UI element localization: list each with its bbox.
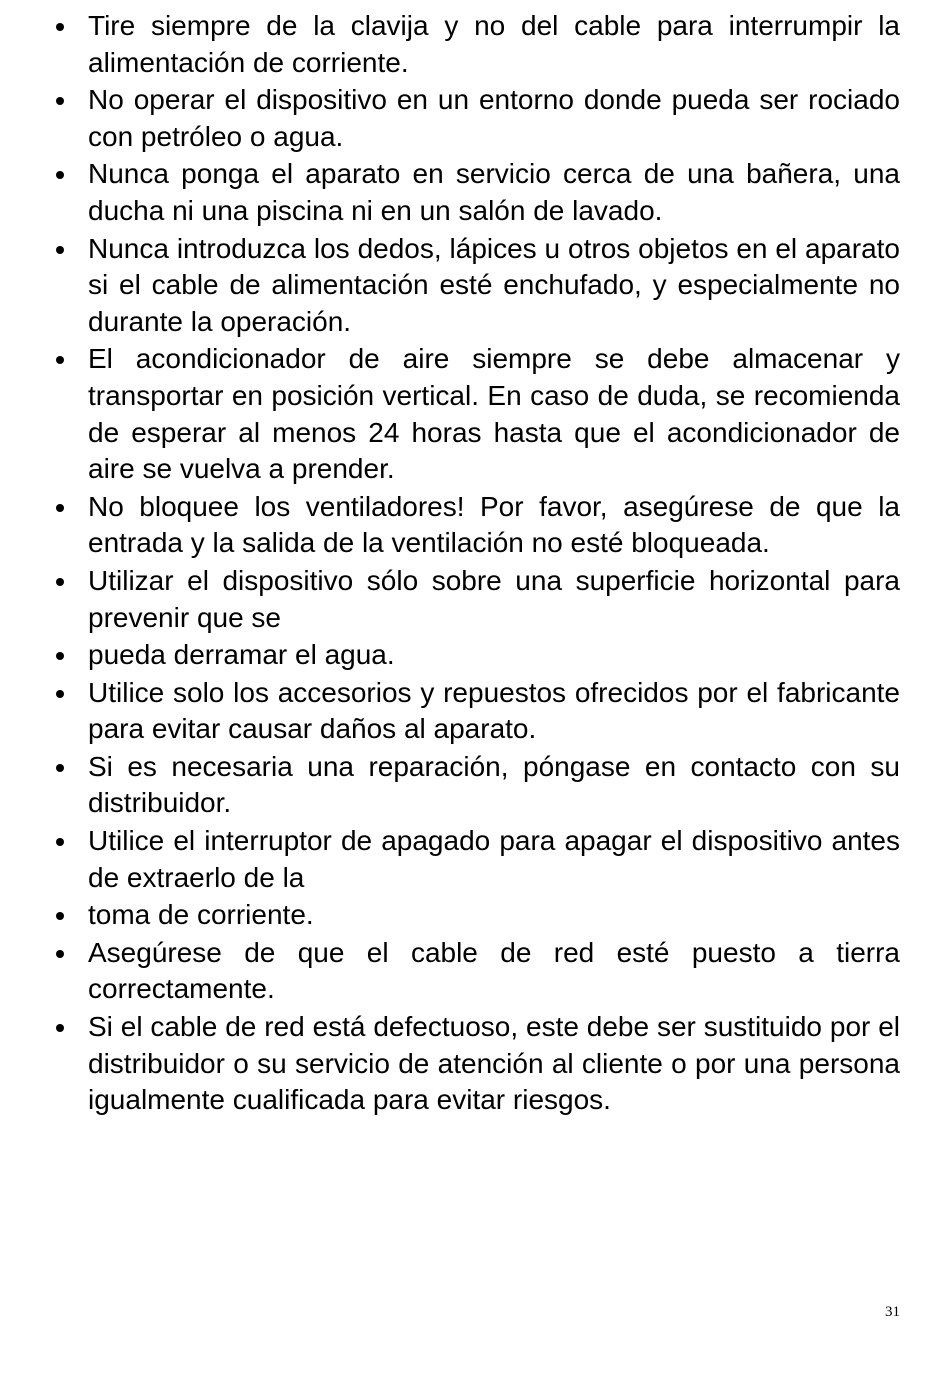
list-item [52, 156, 900, 229]
bullet-icon [56, 356, 64, 364]
list-item-text: No operar el dispositivo en un entorno donde pueda ser rociado con petróleo o agua. [88, 84, 900, 152]
list-item-text: Nunca introduzca los dedos, lápices u otros objetos en el aparato si el cable de alimentación esté enchufado, y especialmente no durante la operación. [88, 232, 900, 337]
list-item-text: Tire siempre de la clavija y no del cable para interrumpir la alimentación de corriente. [88, 10, 900, 78]
list-item [52, 935, 900, 1008]
list-item [52, 637, 900, 674]
bullet-icon [56, 950, 64, 958]
list-item [52, 341, 900, 487]
bullet-icon [56, 246, 64, 254]
list-item-text: toma de corriente. [88, 899, 314, 931]
bullet-icon [56, 23, 64, 31]
list-item [52, 675, 900, 748]
list-item-text: Utilice el interruptor de apagado para apagar el dispositivo antes de extraerlo de la [88, 825, 900, 893]
list-item-text: Nunca ponga el aparato en servicio cerca de una bañera, una ducha ni una piscina ni en un salón de lavado. [88, 158, 900, 226]
bullet-icon [56, 504, 64, 512]
bullet-icon [56, 171, 64, 179]
bullet-icon [56, 764, 64, 772]
bullet-icon [56, 912, 64, 920]
bullet-icon [56, 1024, 64, 1032]
list-item-text: Si el cable de red está defectuoso, este debe ser sustituido por el distribuidor o su servicio de atención al cliente o por una persona igualmente cualificada para evitar riesgos. [88, 1011, 900, 1116]
bullet-icon [56, 690, 64, 698]
list-item [52, 231, 900, 341]
list-item-text: No bloquee los ventiladores! Por favor, asegúrese de que la entrada y la salida de la ventilación no esté bloqueada. [88, 490, 900, 559]
list-item [52, 563, 900, 636]
bullet-icon [56, 97, 64, 105]
bullet-icon [56, 838, 64, 846]
list-item [52, 897, 900, 934]
list-item-text: Si es necesaria una reparación, póngase en contacto con su distribuidor. [88, 750, 900, 819]
page-number: 31 [885, 1304, 900, 1320]
list-item-text: Utilice solo los accesorios y repuestos ofrecidos por el fabricante para evitar causar daños al aparato. [88, 676, 900, 745]
list-item-text: pueda derramar el agua. [88, 639, 395, 671]
list-item [52, 489, 900, 562]
list-item [52, 1009, 900, 1119]
bullet-icon [56, 652, 64, 660]
list-item [52, 749, 900, 822]
safety-instructions-list [52, 8, 900, 1120]
list-item-text: El acondicionador de aire siempre se debe almacenar y transportar en posición vertical. En caso de duda, se recomienda de esperar al menos 24 horas hasta que el acondicionador de aire se vuelva a prender. [88, 343, 900, 485]
list-item [52, 8, 900, 81]
list-item-text: Asegúrese de que el cable de red esté puesto a tierra correctamente. [88, 936, 900, 1005]
list-item [52, 82, 900, 155]
list-item [52, 823, 900, 896]
list-item-text: Utilizar el dispositivo sólo sobre una superficie horizontal para prevenir que se [88, 564, 900, 633]
bullet-icon [56, 578, 64, 586]
